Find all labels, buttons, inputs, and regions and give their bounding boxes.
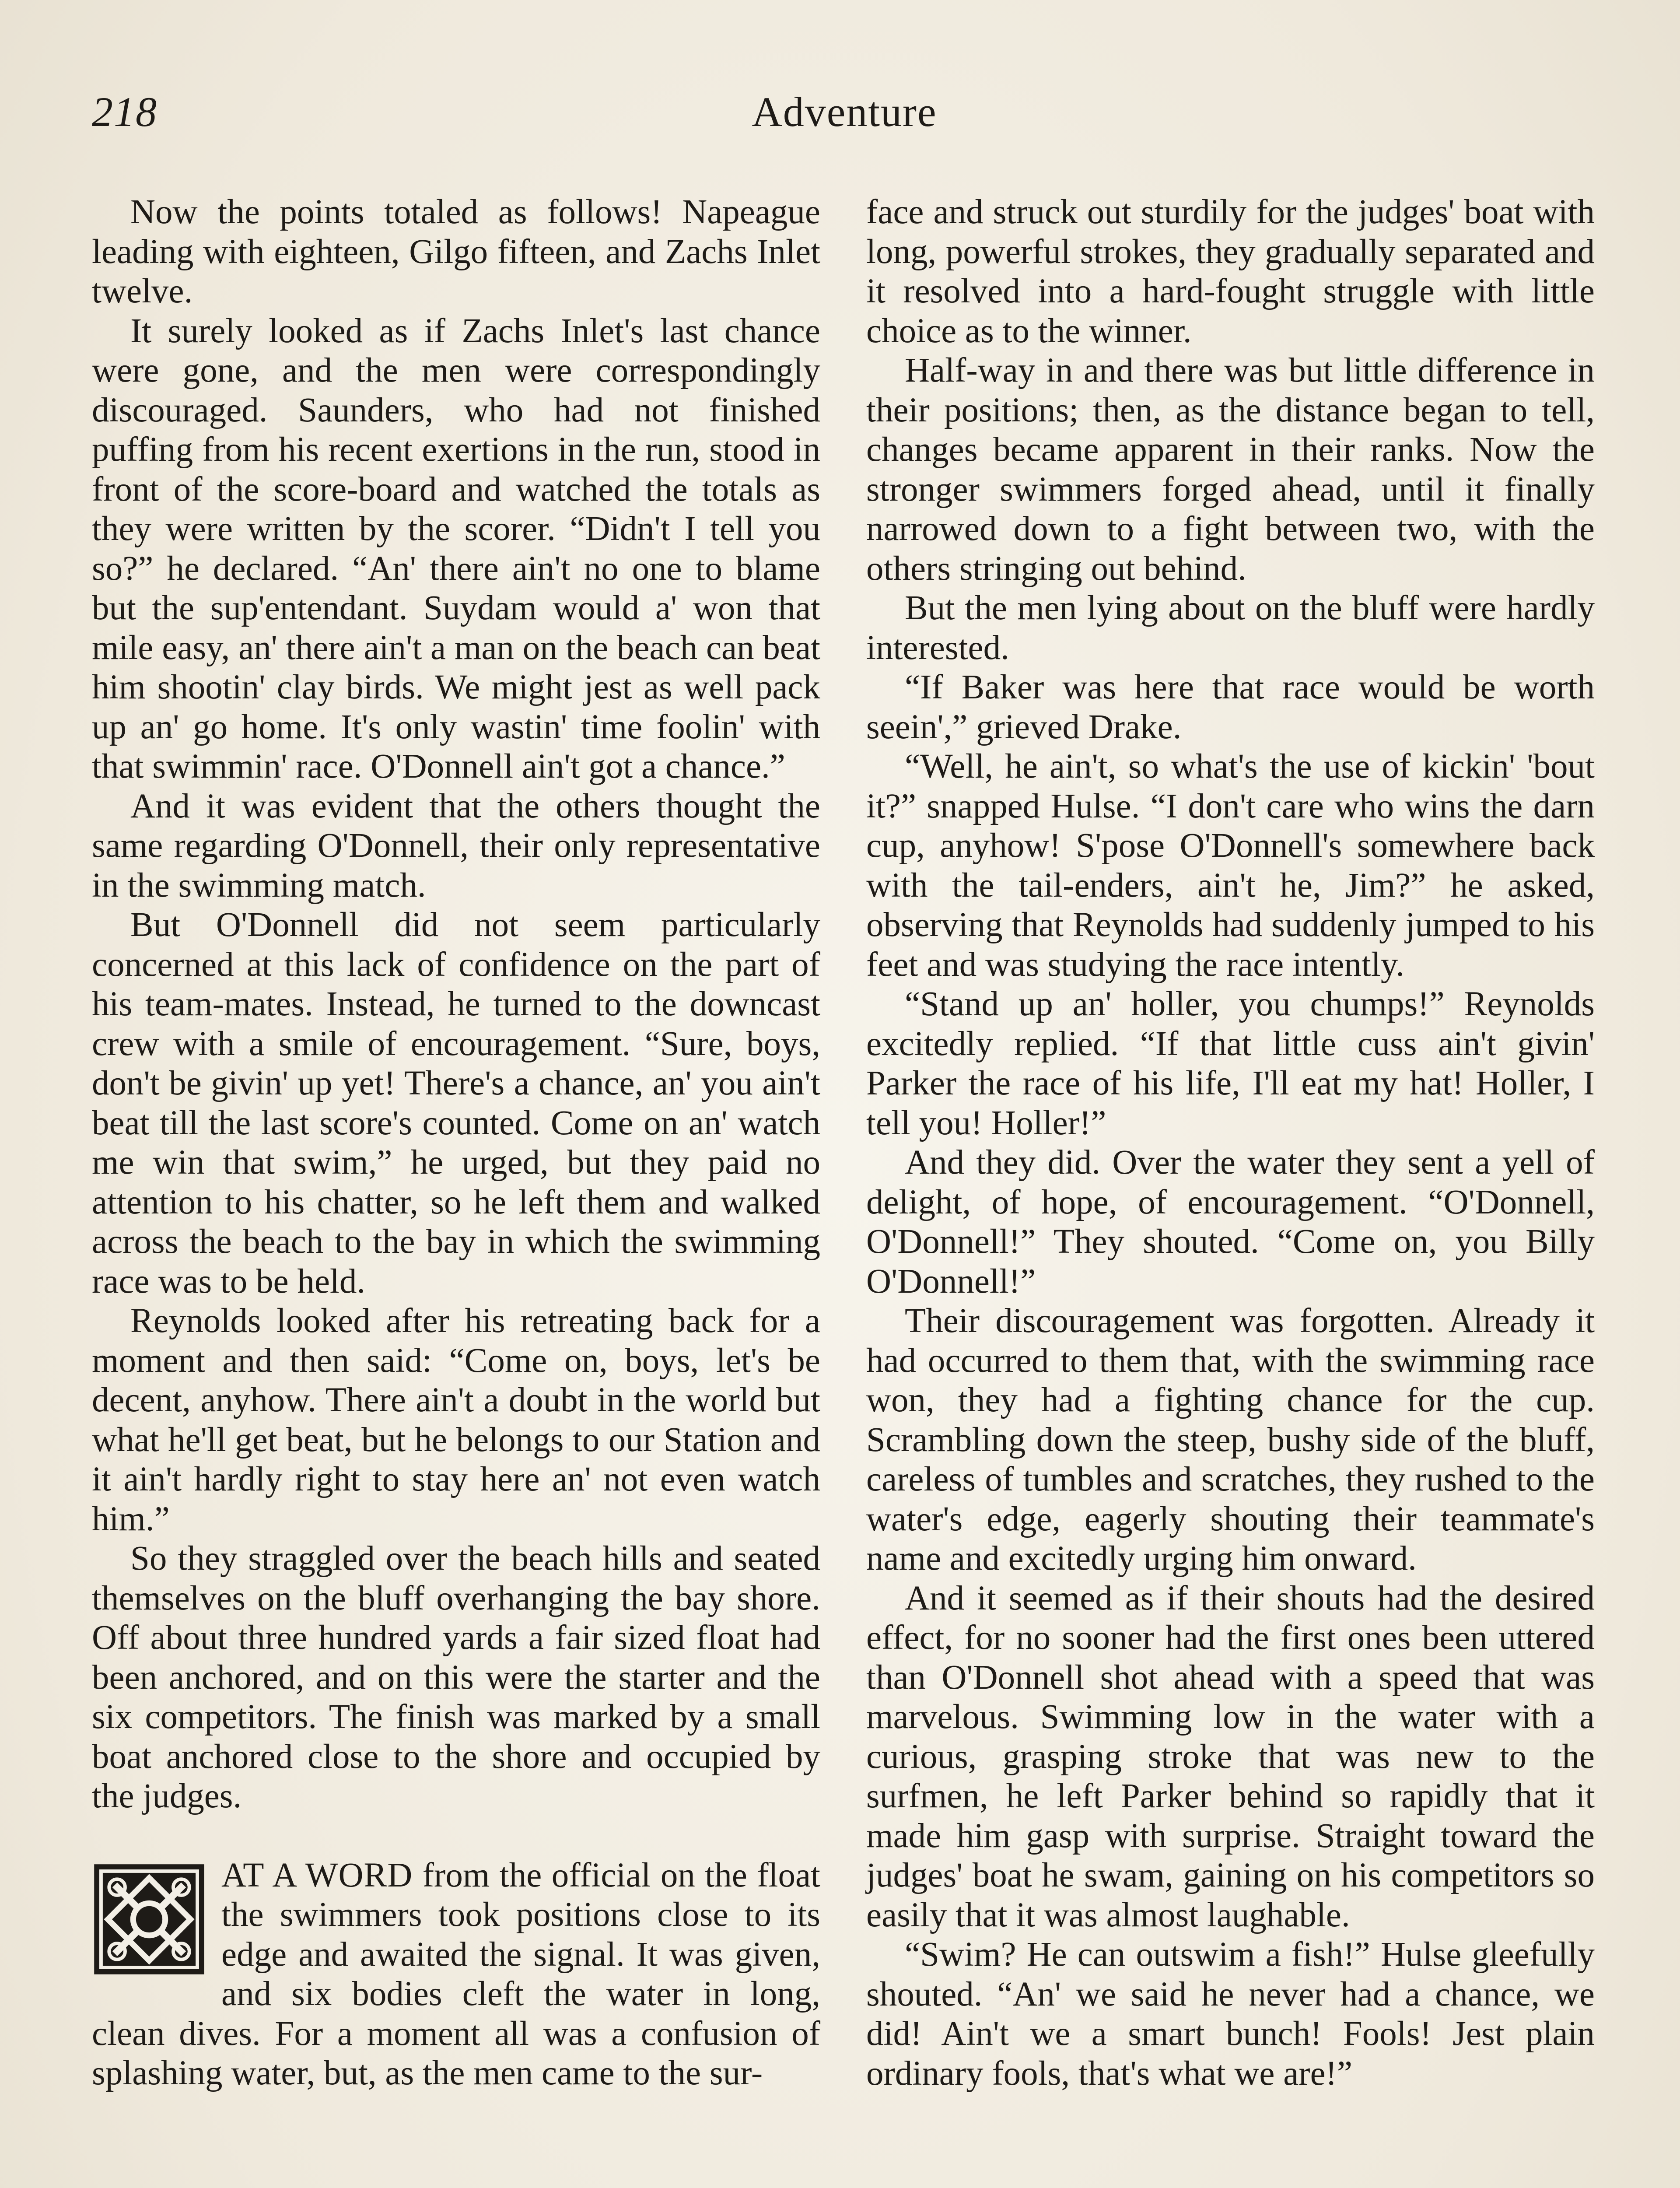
paragraph: face and struck out sturdily for the judges' boat with long, powerful strokes, they gradually separated and it resolved into a hard-fought struggle with little choice as to the winner. bbox=[866, 193, 1595, 350]
page-number: 218 bbox=[92, 88, 158, 135]
right-column bbox=[866, 193, 1595, 2093]
paragraph: “Swim? He can outswim a fish!” Hulse gleefully shouted. “An' we said he never had a chance, we did! Ain't we a smart bunch! Fools! Jest plain ordinary fools, that's what we are!” bbox=[866, 1936, 1595, 2093]
paragraph: But the men lying about on the bluff were hardly interested. bbox=[866, 589, 1595, 667]
paragraph: But O'Donnell did not seem particularly concerned at this lack of confidence on the part of his team-mates. Instead, he turned to the downcast crew with a smile of encouragement. “Sure, boys, don't be givin' up yet! There's a chance, an' you ain't beat till the last score's counted. Come on an' watch me win that swim,” he urged, but they paid no attention to his chatter, so he left them and walked across the beach to the bay in which the swimming race was to be held. bbox=[92, 906, 820, 1301]
running-head: Adventure bbox=[752, 88, 937, 135]
section-text: from the official on the float the swimmers took positions close to its edge and awaited the signal. It was given, and six bodies cleft the water in long, clean dives. For a moment all was a confusion of splashing water, but, as the men came to the sur- bbox=[92, 1856, 821, 2092]
left-column bbox=[92, 193, 820, 2093]
paragraph: And it seemed as if their shouts had the desired effect, for no sooner had the first ones been uttered than O'Donnell shot ahead with a speed that was marvelous. Swimming low in the water with a curious, grasping stroke that was new to the surfmen, he left Parker behind so rapidly that it made him gasp with surprise. Straight toward the judges' boat he swam, gaining on his competitors so easily that it was almost laughable. bbox=[866, 1579, 1595, 1934]
paragraph: It surely looked as if Zachs Inlet's last chance were gone, and the men were correspondingly discouraged. Saunders, who had not finished puffing from his recent exertions in the run, stood in front of the score-board and watched the totals as they were written by the scorer. “Didn't I tell you so?” he declared. “An' there ain't no one to blame but the sup'entendant. Suydam would a' won that mile easy, an' there ain't a man on the beach can beat him shootin' clay birds. We might jest as well pack up an' go home. It's only wastin' time foolin' with that swimmin' race. O'Donnell ain't got a chance.” bbox=[92, 312, 820, 785]
paragraph: And it was evident that the others thought the same regarding O'Donnell, their only representative in the swimming match. bbox=[92, 787, 820, 905]
paragraph: Their discouragement was forgotten. Already it had occurred to them that, with the swimming race won, they had a fighting chance for the cup. Scrambling down the steep, bushy side of the bluff, careless of tumbles and scratches, they rushed to the water's edge, eagerly shouting their teammate's name and excitedly urging him onward. bbox=[866, 1302, 1595, 1578]
paragraph: So they straggled over the beach hills and seated themselves on the bluff overhanging the bay shore. Off about three hundred yards a fair sized float had been anchored, and on this were the starter and the six competitors. The finish was marked by a small boat anchored close to the shore and occupied by the judges. bbox=[92, 1539, 820, 1815]
paragraph: Reynolds looked after his retreating back for a moment and then said: “Come on, boys, let's be decent, anyhow. There ain't a doubt in the world but what he'll get beat, but he belongs to our Station and it ain't hardly right to stay here an' not even watch him.” bbox=[92, 1302, 820, 1538]
paragraph: And they did. Over the water they sent a yell of delight, of hope, of encouragement. “O'Donnell, O'Donnell!” They shouted. “Come on, you Billy O'Donnell!” bbox=[866, 1143, 1595, 1301]
celtic-knot-ornament-icon bbox=[92, 1862, 206, 1977]
paragraph: “If Baker was here that race would be worth seein',” grieved Drake. bbox=[866, 668, 1595, 746]
paragraph: Half-way in and there was but little difference in their positions; then, as the distance began to tell, changes became apparent in their ranks. Now the stronger swimmers forged ahead, until it finally narrowed down to a fight between two, with the others stringing out behind. bbox=[866, 351, 1595, 588]
paragraph: “Stand up an' holler, you chumps!” Reynolds excitedly replied. “If that little cuss ain't givin' Parker the race of his life, I'll eat my hat! Holler, I tell you! Holler!” bbox=[866, 985, 1595, 1142]
section-lead-words: AT A WORD bbox=[221, 1856, 413, 1894]
paragraph: “Well, he ain't, so what's the use of kickin' 'bout it?” snapped Hulse. “I don't care who wins the darn cup, anyhow! S'pose O'Donnell's somewhere back with the tail-enders, ain't he, Jim?” he asked, observing that Reynolds had suddenly jumped to his feet and was studying the race intently. bbox=[866, 747, 1595, 984]
paragraph: Now the points totaled as follows! Napeague leading with eighteen, Gilgo fifteen, and Zachs Inlet twelve. bbox=[92, 193, 820, 310]
page-header bbox=[92, 88, 1597, 140]
section-start-paragraph bbox=[92, 1856, 820, 2093]
